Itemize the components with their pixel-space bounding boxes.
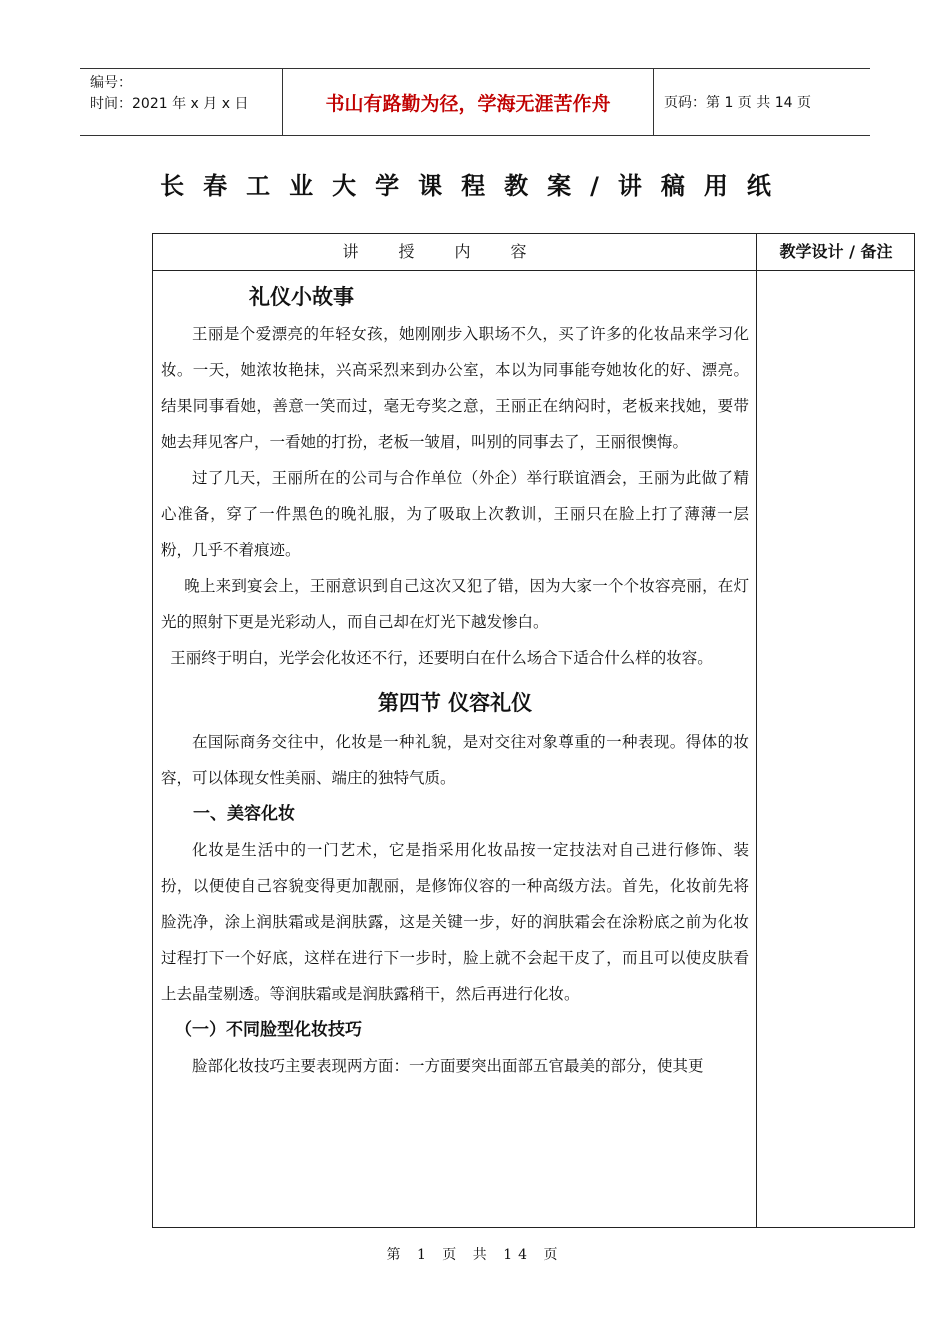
document-number-label: 编号：	[90, 75, 132, 91]
story-paragraph: 晚上来到宴会上，王丽意识到自己这次又犯了错，因为大家一个个妆容亮丽，在灯光的照射下更是光彩动人，而自己却在灯光下越发惨白。	[161, 577, 749, 631]
subsection-text: 脸部化妆技巧主要表现两方面：一方面要突出面部五官最美的部分，使其更	[192, 1057, 704, 1075]
section-intro: 在国际商务交往中，化妆是一种礼貌，是对交往对象尊重的一种表现。得体的妆容，可以体现女性美丽、端庄的独特气质。	[161, 733, 749, 787]
story-paragraph: 王丽终于明白，光学会化妆还不行，还要明白在什么场合下适合什么样的妆容。	[170, 649, 713, 667]
lecture-content	[161, 278, 749, 1084]
header-motto-cell	[282, 69, 654, 135]
table-header-row	[153, 234, 914, 271]
page-header	[80, 68, 870, 136]
column-divider	[756, 234, 757, 1227]
document-title: 长春工业大学课程教案/讲稿用纸	[160, 172, 790, 200]
header-motto: 书山有路勤为径，学海无涯苦作舟	[325, 92, 611, 115]
header-page-info: 页码：第 1 页 共 14 页	[664, 95, 811, 111]
header-meta	[80, 69, 282, 135]
subsection-title: 一、美容化妆	[193, 804, 295, 824]
page-footer: 第 1 页 共 14 页	[386, 1247, 564, 1263]
story-paragraph: 王丽是个爱漂亮的年轻女孩，她刚刚步入职场不久，买了许多的化妆品来学习化妆。一天，她浓妆艳抹，兴高采烈来到办公室，本以为同事能夸她妆化的好、漂亮。结果同事看她，善意一笑而过，毫无夸奖之意，王丽正在纳闷时，老板来找她，要带她去拜见客户，一看她的打扮，老板一皱眉，叫别的同事去了，王丽很懊悔。	[161, 325, 749, 451]
subsection-text: 化妆是生活中的一门艺术，它是指采用化妆品按一定技法对自己进行修饰、装扮，以便使自己容貌变得更加靓丽，是修饰仪容的一种高级方法。首先，化妆前先将脸洗净，涂上润肤霜或是润肤露，这是关键一步，好的润肤霜会在涂粉底之前为化妆过程打下一个好底，这样在进行下一步时，脸上就不会起干皮了，而且可以使皮肤看上去晶莹剔透。等润肤霜或是润肤露稍干，然后再进行化妆。	[161, 841, 749, 1003]
section-title: 第四节 仪容礼仪	[377, 691, 533, 715]
subsection-title: （一）不同脸型化妆技巧	[175, 1020, 362, 1040]
lecture-table	[152, 233, 915, 1228]
document-time: 时间：2021 年 x 月 x 日	[90, 96, 249, 112]
content-column-header: 讲授内容	[342, 242, 567, 261]
story-title: 礼仪小故事	[249, 285, 354, 309]
story-paragraph: 过了几天，王丽所在的公司与合作单位（外企）举行联谊酒会，王丽为此做了精心准备，穿了一件黑色的晚礼服，为了吸取上次教训，王丽只在脸上打了薄薄一层粉，几乎不着痕迹。	[161, 469, 749, 559]
notes-column-header: 教学设计 / 备注	[779, 242, 893, 261]
